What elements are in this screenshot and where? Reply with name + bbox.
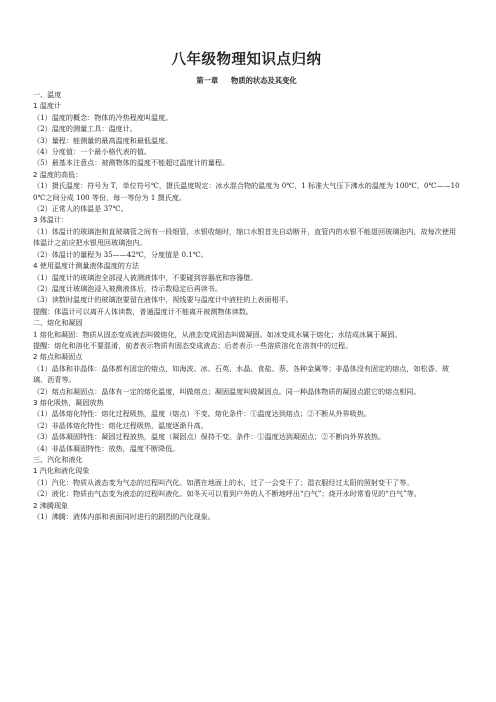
- paragraph: （2）正常人的体温是 37℃。: [33, 204, 128, 214]
- paragraph: （5）最基本注意点：被测物体的温度不能超过温度计的量程。: [33, 158, 230, 168]
- subsection-heading: 2 熔点和凝固点: [33, 352, 83, 362]
- subsection-heading: 1 汽化和液化现象: [33, 466, 90, 476]
- paragraph: （2）温度的测量工具：温度计。: [33, 124, 137, 134]
- paragraph: （4）非晶体凝固特性：放热，温度不断降低。: [33, 443, 180, 453]
- paragraph: （2）非晶体熔化特性：熔化过程吸热，温度逐渐升高。: [33, 420, 208, 430]
- subsection-heading: 3 熔化吸热，凝固放热: [33, 397, 104, 407]
- paragraph: （3）晶体凝固特性：凝固过程放热，温度（凝固点）保持不变。条件：①温度达到凝固点；②不断向外界放热。: [33, 432, 386, 442]
- subsection-heading: 4 使用温度计测量液体温度的方法: [33, 261, 140, 271]
- paragraph: （3）读数时温度计的玻璃泡要留在液体中，视线要与温度计中液柱的上表面相平。: [33, 295, 293, 305]
- paragraph: （1）温度计的玻璃泡全部浸入被测液体中，不要碰到容器底和容器壁。: [33, 272, 258, 282]
- paragraph: （4）分度值：一个最小格代表的值。: [33, 147, 152, 157]
- subsection-heading: 2 沸腾现象: [33, 500, 69, 510]
- paragraph: （1）汽化：物质从液态变为气态的过程叫汽化。如洒在地面上的水，过了一会变干了；湿衣服经过太阳的照射变干了等。: [33, 477, 414, 487]
- paragraph: （1）摄氏温度：符号为 T，单位符号℃，摄氏温度规定：冰水混合物的温度为 0℃，1 标准大气压下沸水的温度为 100℃，0℃——100℃之间分成 100 等份，每一等份为 1 摄氏度。: [33, 181, 460, 202]
- paragraph: （1）温度的概念：物体的冷热程度叫温度。: [33, 112, 173, 122]
- section-heading: 二、熔化和凝固: [33, 318, 83, 328]
- document-body: [33, 89, 460, 522]
- section-heading: 一、温度: [33, 90, 62, 99]
- paragraph: 提醒：体温计可以离开人体读数，普通温度计不能离开被测物体读数。: [33, 306, 253, 316]
- section-heading: 三、汽化和液化: [33, 455, 83, 464]
- paragraph: （2）温度计玻璃泡浸入被测液体后，待示数稳定后再读书。: [33, 283, 222, 293]
- paragraph: （1）晶体熔化特性：熔化过程吸热，温度（熔点）不变。熔化条件：①温度达到熔点；②不断从外界吸热。: [33, 409, 371, 419]
- subsection-heading: 2 温度的高低：: [33, 169, 83, 179]
- document-title: 八年级物理知识点归纳: [171, 52, 322, 68]
- paragraph: 1 熔化和凝固：物质从固态变成液态叫做熔化，从液态变成固态叫做凝固。如冰变成水属于熔化；水结成冰属于凝固。: [33, 329, 402, 339]
- paragraph: （1）体温计的玻璃泡和直玻璃管之间有一段细管，水银收缩时，缩口水银首先自动断开，直管内的水银不能退回玻璃泡内，故每次使用体温计之前应把水银甩回玻璃泡内。: [33, 226, 457, 248]
- subsection-heading: 1 温度计: [33, 101, 62, 111]
- chapter-heading: 第一章 物质的状态及其变化: [196, 76, 297, 85]
- paragraph: （1）晶体和非晶体：晶体都有固定的熔点，如海波、冰、石英、水晶、食盐、萘、各种金属等；非晶体没有固定的熔点，如松香、玻璃、沥青等。: [33, 363, 449, 385]
- paragraph: 提醒：熔化和溶化不要混淆，前者表示物质有固态变成液态；后者表示一些溶质溶化在溶剂中的过程。: [33, 340, 353, 350]
- paragraph: （2）液化：物质由气态变为液态的过程叫液化。如冬天可以看到户外的人不断地呼出“白气”；烧开水时常看见的“白气”等。: [33, 489, 421, 499]
- paragraph: （1）沸腾：液体内部和表面同时进行的剧烈的汽化现象。: [33, 512, 215, 522]
- paragraph: （2）熔点和凝固点：晶体有一定的熔化温度，叫做熔点；凝固温度叫做凝固点。同一种晶体物质的凝固点跟它的熔点相同。: [33, 386, 421, 396]
- paragraph: （2）体温计的量程为 35——42℃，分度值是 0.1℃。: [33, 249, 208, 259]
- subsection-heading: 3 体温计：: [33, 215, 69, 225]
- paragraph: （3）量程：能测量的最高温度和最低温度。: [33, 135, 173, 145]
